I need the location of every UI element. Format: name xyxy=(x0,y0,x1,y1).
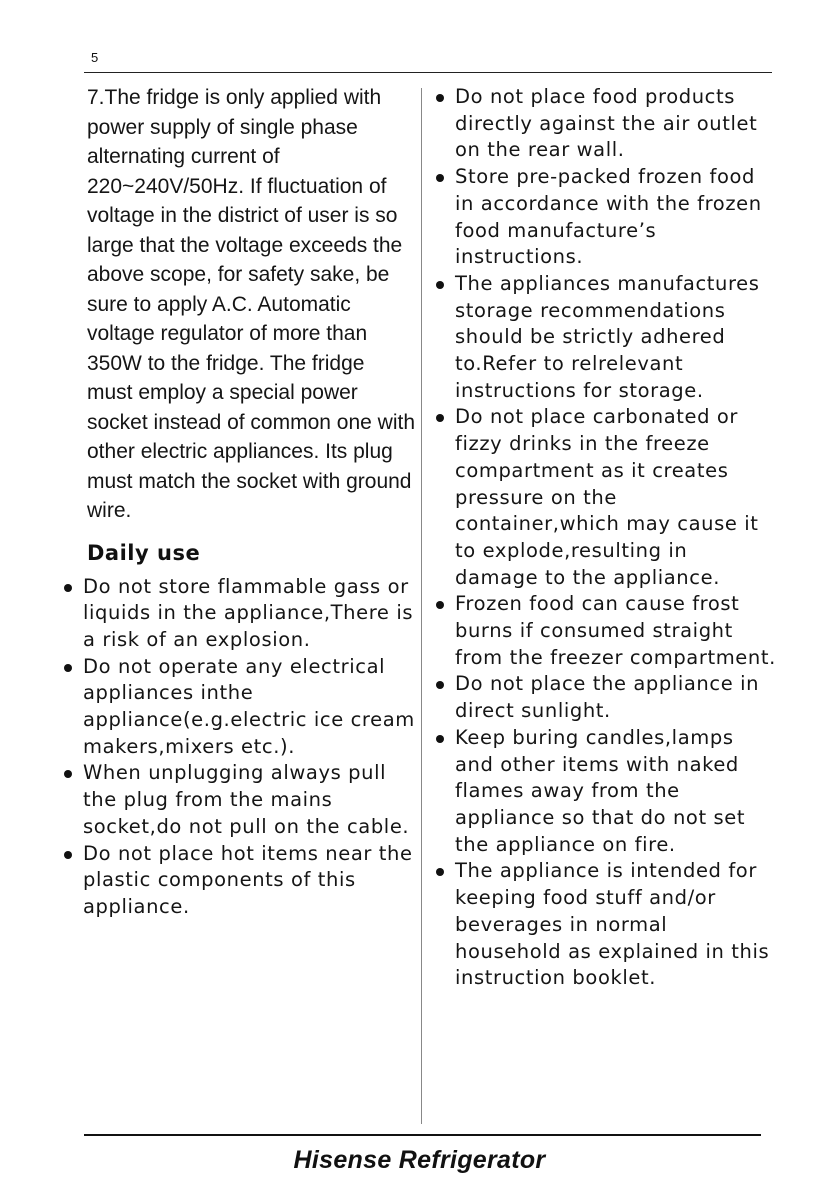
daily-use-list-left xyxy=(60,574,415,921)
bullet-icon xyxy=(436,601,444,609)
footer-brand-logo: Hisense Refrigerator xyxy=(293,1146,546,1174)
list-item xyxy=(60,654,415,761)
list-item-text: The appliance is intended for keeping food stuff and/or beverages in normal household as explained in this instruction booklet. xyxy=(455,859,770,990)
list-item xyxy=(60,841,415,921)
bullet-icon xyxy=(436,414,444,422)
daily-use-list-right xyxy=(432,84,777,992)
list-item xyxy=(60,760,415,840)
bullet-icon xyxy=(436,681,444,689)
list-item-text: Do not place the appliance in direct sunlight. xyxy=(455,672,760,723)
list-item-text: Do not operate any electrical appliances inthe appliance(e.g.electric ice cream makers,mixers etc.). xyxy=(83,654,415,758)
list-item xyxy=(432,164,777,271)
bullet-icon xyxy=(64,584,72,592)
bullet-icon xyxy=(64,664,72,672)
bullet-icon xyxy=(436,735,444,743)
list-item-text: The appliances manufactures storage recommendations should be strictly adhered to.Refer to relrelevant instructions for storage. xyxy=(455,271,760,402)
list-item-text: Do not place hot items near the plastic components of this appliance. xyxy=(83,841,413,918)
daily-use-heading: Daily use xyxy=(87,540,201,565)
right-column xyxy=(432,84,777,992)
left-column xyxy=(60,83,415,921)
list-item-text: Store pre-packed frozen food in accordance with the frozen food manufacture’s instructions. xyxy=(455,165,762,269)
bullet-icon xyxy=(436,281,444,289)
list-item-text: When unplugging always pull the plug from the mains socket,do not pull on the cable. xyxy=(83,761,410,838)
page-number: 5 xyxy=(91,50,99,65)
list-item xyxy=(432,84,777,164)
list-item-text: Do not place carbonated or fizzy drinks in the freeze compartment as it creates pressure on the container,which may cause it to explode,resulting in damage to the appliance. xyxy=(455,405,759,589)
header-rule xyxy=(84,72,772,73)
list-item-text: Keep buring candles,lamps and other items with naked flames away from the appliance so that do not set the appliance on fire. xyxy=(455,725,746,856)
power-supply-paragraph: 7.The fridge is only applied with power supply of single phase alternating current of 220~240V/50Hz. If fluctuation of voltage in the district of user is so large that the voltage exceeds the above scope, for safety sake, be sure to apply A.C. Automatic voltage regulator of more than 350W to the fridge. The fridge must employ a special power socket instead of common one with other electric appliances. Its plug must match the socket with ground wire. xyxy=(87,86,416,522)
list-item xyxy=(432,591,777,671)
column-divider xyxy=(421,88,422,1124)
list-item-text: Do not place food products directly against the air outlet on the rear wall. xyxy=(455,85,758,162)
bullet-icon xyxy=(436,174,444,182)
footer-rule xyxy=(84,1134,761,1136)
bullet-icon xyxy=(436,868,444,876)
list-item xyxy=(432,725,777,859)
list-item-text: Do not store flammable gass or liquids in the appliance,There is a risk of an explosion. xyxy=(83,574,414,651)
list-item-text: Frozen food can cause frost burns if consumed straight from the freezer compartment. xyxy=(455,592,776,669)
bullet-icon xyxy=(64,770,72,778)
bullet-icon xyxy=(436,94,444,102)
list-item xyxy=(60,574,415,654)
bullet-icon xyxy=(64,851,72,859)
list-item xyxy=(432,858,777,992)
list-item xyxy=(432,404,777,591)
list-item xyxy=(432,271,777,405)
list-item xyxy=(432,671,777,724)
